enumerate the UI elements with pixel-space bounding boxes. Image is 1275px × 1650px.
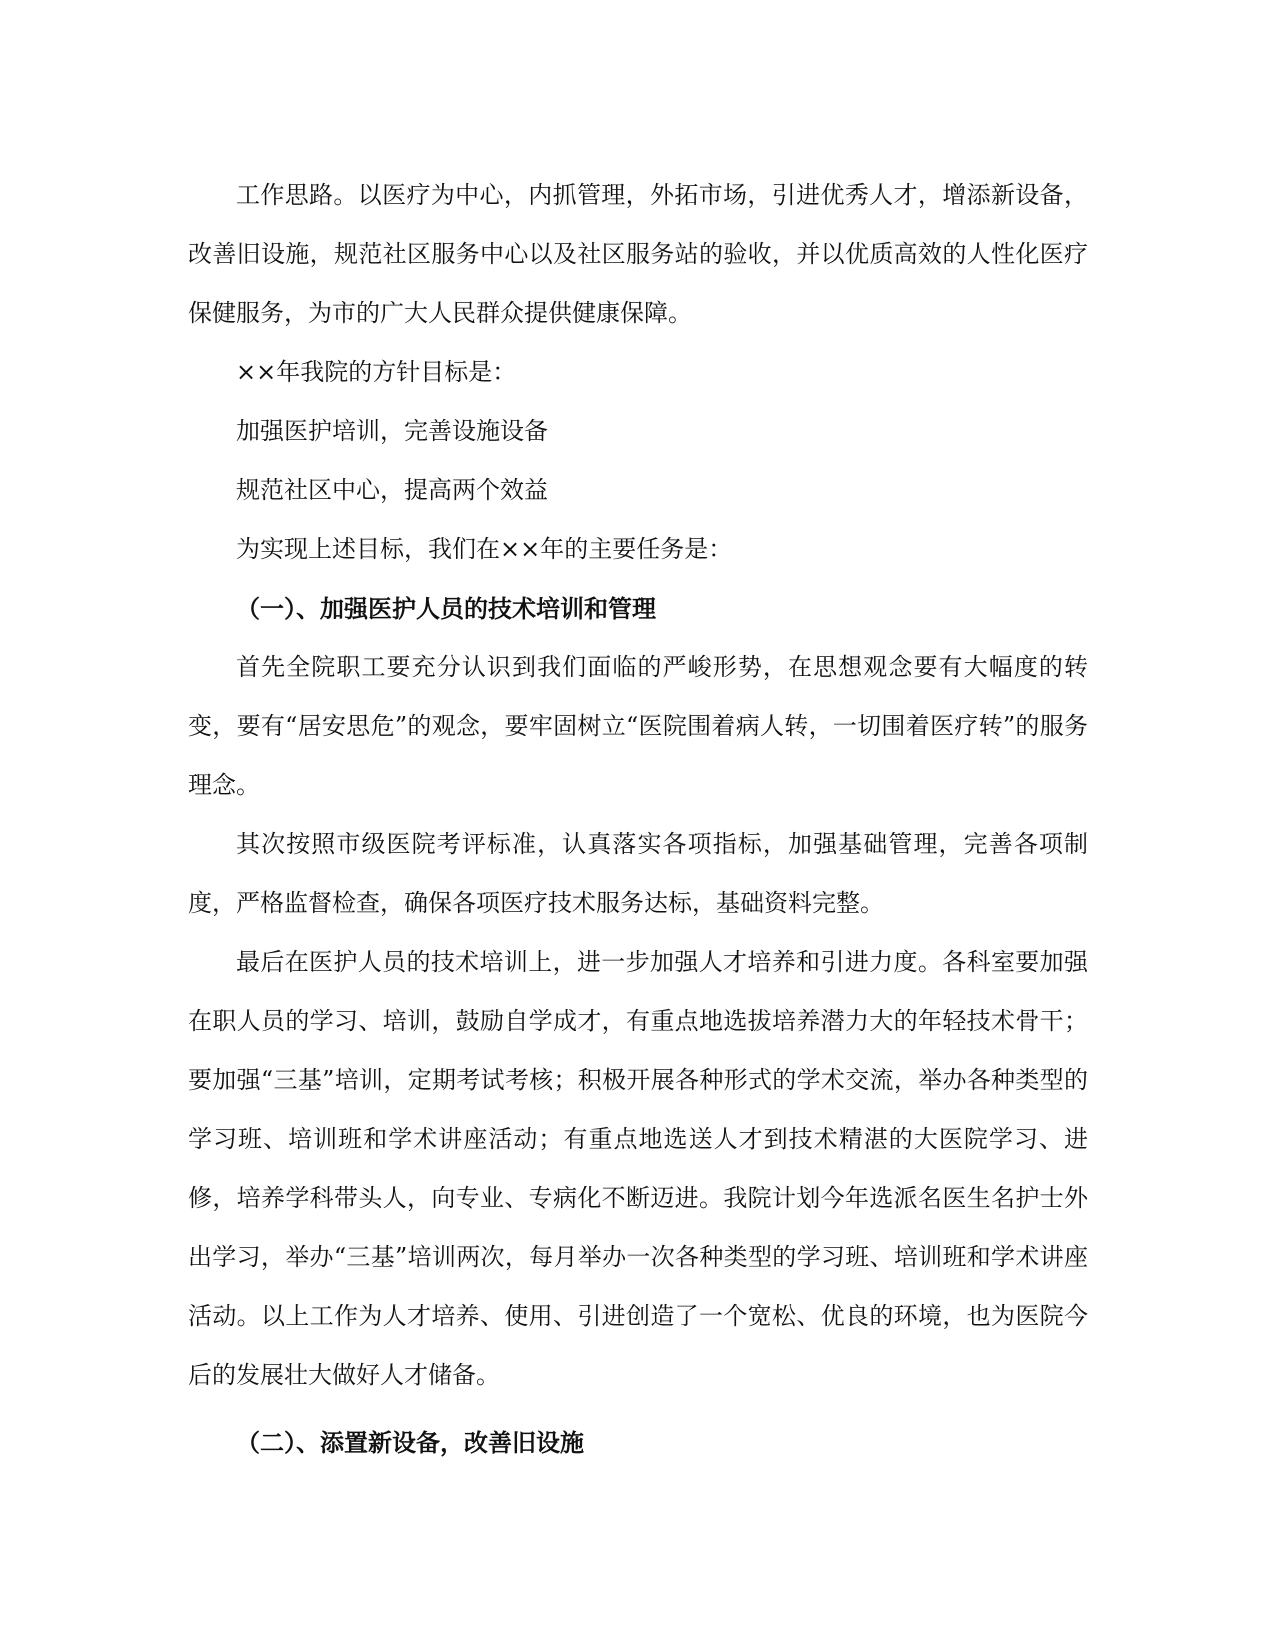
- section-heading-one: （一）、加强医护人员的技术培训和管理: [236, 594, 656, 623]
- paragraph-work-approach: 工作思路。以医疗为中心，内抓管理，外拓市场，引进优秀人才，增添新设备，改善旧设施，规范社区服务中心以及社区服务站的验收，并以优质高效的人性化医疗保健服务，为市的广大人民群众提供健康保障。: [188, 181, 1088, 327]
- section-heading-two: （二）、添置新设备，改善旧设施: [236, 1428, 584, 1457]
- paragraph-tasks-intro: 为实现上述目标，我们在××年的主要任务是：: [236, 535, 733, 563]
- paragraph-goals-intro: ××年我院的方针目标是：: [236, 358, 517, 386]
- paragraph-goal-two: 规范社区中心，提高两个效益: [236, 476, 548, 504]
- paragraph-first: 首先全院职工要充分认识到我们面临的严峻形势，在思想观念要有大幅度的转变，要有“居安思危”的观念，要牢固树立“医院围着病人转，一切围着医疗转”的服务理念。: [188, 653, 1088, 799]
- document-page: [188, 166, 1088, 1472]
- paragraph-second: 其次按照市级医院考评标准，认真落实各项指标，加强基础管理，完善各项制度，严格监督检查，确保各项医疗技术服务达标，基础资料完整。: [188, 830, 1088, 917]
- paragraph-last: 最后在医护人员的技术培训上，进一步加强人才培养和引进力度。各科室要加强在职人员的学习、培训，鼓励自学成才，有重点地选拔培养潜力大的年轻技术骨干；要加强“三基”培训，定期考试考核；积极开展各种形式的学术交流，举办各种类型的学习班、培训班和学术讲座活动；有重点地选送人才到技术精湛的大医院学习、进修，培养学科带头人，向专业、专病化不断迈进。我院计划今年选派名医生名护士外出学习，举办“三基”培训两次，每月举办一次各种类型的学习班、培训班和学术讲座活动。以上工作为人才培养、使用、引进创造了一个宽松、优良的环境，也为医院今后的发展壮大做好人才储备。: [188, 948, 1088, 1389]
- paragraph-goal-one: 加强医护培训，完善设施设备: [236, 417, 548, 445]
